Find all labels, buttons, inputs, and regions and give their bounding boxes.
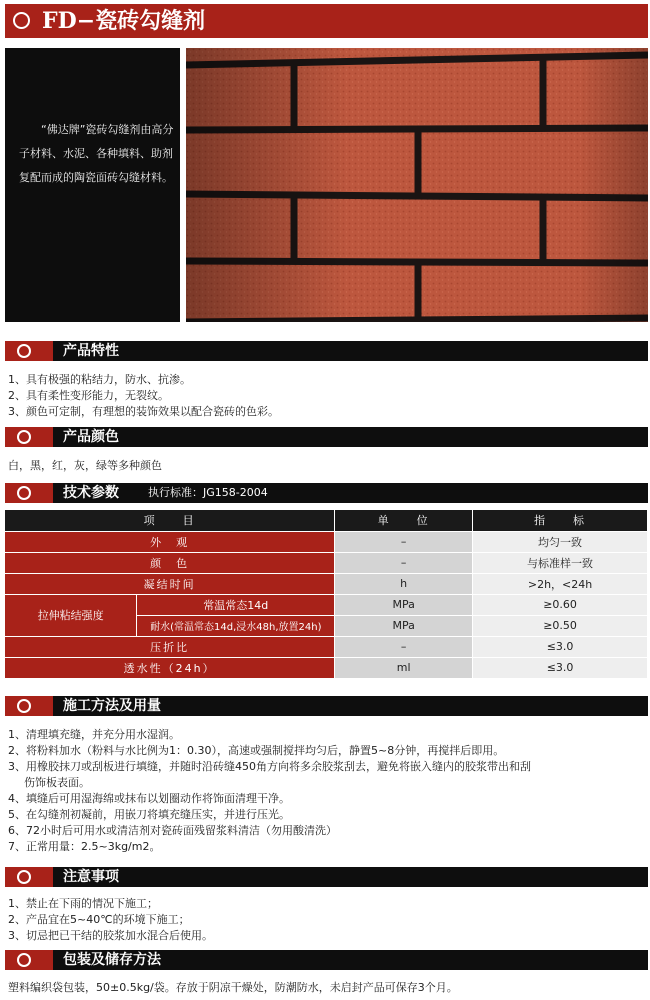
circle-icon [17,953,31,967]
hero [5,48,648,322]
section-specs [5,483,648,503]
table-row: 压折比 – ≤3.0 [5,636,648,657]
packaging-text: 塑料编织袋包装，50±0.5kg/袋。存放于阴凉干燥处，防潮防水，未启封产品可保存3个月。 [8,981,458,994]
table-header-row [5,510,648,531]
section-title: 注意事项 [63,869,119,885]
hero-description-panel [5,48,180,322]
hero-description: “佛达牌”瓷砖勾缝剂由高分子材料、水泥、各种填料、助剂复配而成的陶瓷面砖勾缝材料。 [19,123,174,184]
list-item: 2、具有柔性变形能力，无裂纹。 [8,389,169,402]
list-item: 4、填缝后可用湿海绵或抹布以划圈动作将饰面清理干净。 [8,792,290,805]
spec-table [5,510,648,679]
brick-wall-image [186,48,648,322]
method-list [8,727,638,855]
page-title: FD−瓷砖勾缝剂 [42,8,206,34]
list-item: 5、在勾缝剂初凝前，用嵌刀将填充缝压实，并进行压光。 [8,808,290,821]
list-item: 3、颜色可定制，有理想的装饰效果以配合瓷砖的色彩。 [8,405,279,418]
section-title: 技术参数 [63,485,119,501]
header-unit: 单 位 [335,510,473,531]
circle-icon [17,486,31,500]
table-row: 颜 色 – 与标准样一致 [5,552,648,573]
list-item: 1、清理填充缝，并充分用水湿润。 [8,728,180,741]
group-label: 拉伸粘结强度 [5,594,137,636]
list-item: 3、切忌把已干结的胶浆加水混合后使用。 [8,929,213,942]
circle-icon [17,870,31,884]
table-row: 外 观 – 均匀一致 [5,531,648,552]
circle-icon [13,12,30,29]
table-row: 耐水(常温常态14d,浸水48h,放置24h) MPa ≥0.50 [5,615,648,636]
notes-list [8,896,638,944]
list-item: 2、产品宜在5~40℃的环境下施工； [8,913,190,926]
list-item: 3、用橡胶抹刀或刮板进行填缝，并随时沿砖缝450角方向将多余胶浆刮去，避免将嵌入缝内的胶浆带出和刮 [8,760,531,773]
section-colors [5,427,648,447]
section-packaging [5,950,648,970]
circle-icon [17,430,31,444]
standard-label: 执行标准：JG158-2004 [148,486,268,499]
section-title: 包装及储存方法 [63,952,161,968]
list-item: 7、正常用量：2.5~3kg/m2。 [8,840,161,853]
section-method [5,696,648,716]
features-list [8,372,638,420]
section-features [5,341,648,361]
header-value: 指 标 [473,510,648,531]
table-row: 凝结时间 h >2h，<24h [5,573,648,594]
list-item: 2、将粉料加水（粉料与水比例为1：0.30），高速或强制搅拌均匀后，静置5~8分钟，再搅拌后即用。 [8,744,505,757]
list-item: 6、72小时后可用水或清洁剂对瓷砖面残留浆料清洁（勿用酸清洗） [8,824,337,837]
section-notes [5,867,648,887]
circle-icon [17,699,31,713]
list-item: 1、具有极强的粘结力，防水、抗渗。 [8,373,191,386]
section-title: 产品颜色 [63,429,119,445]
section-title: 施工方法及用量 [63,698,161,714]
header-item: 项 目 [5,510,335,531]
title-bar [5,4,648,38]
brick-wall-illustration [186,48,648,322]
table-row: 拉伸粘结强度 常温常态14d MPa ≥0.60 [5,594,648,615]
colors-text: 白，黑，红，灰，绿等多种颜色 [8,459,162,472]
list-item: 1、禁止在下雨的情况下施工； [8,897,158,910]
circle-icon [17,344,31,358]
list-item: 伤饰板表面。 [24,776,90,789]
section-title: 产品特性 [63,343,119,359]
table-row: 透水性（24h） ml ≤3.0 [5,657,648,678]
